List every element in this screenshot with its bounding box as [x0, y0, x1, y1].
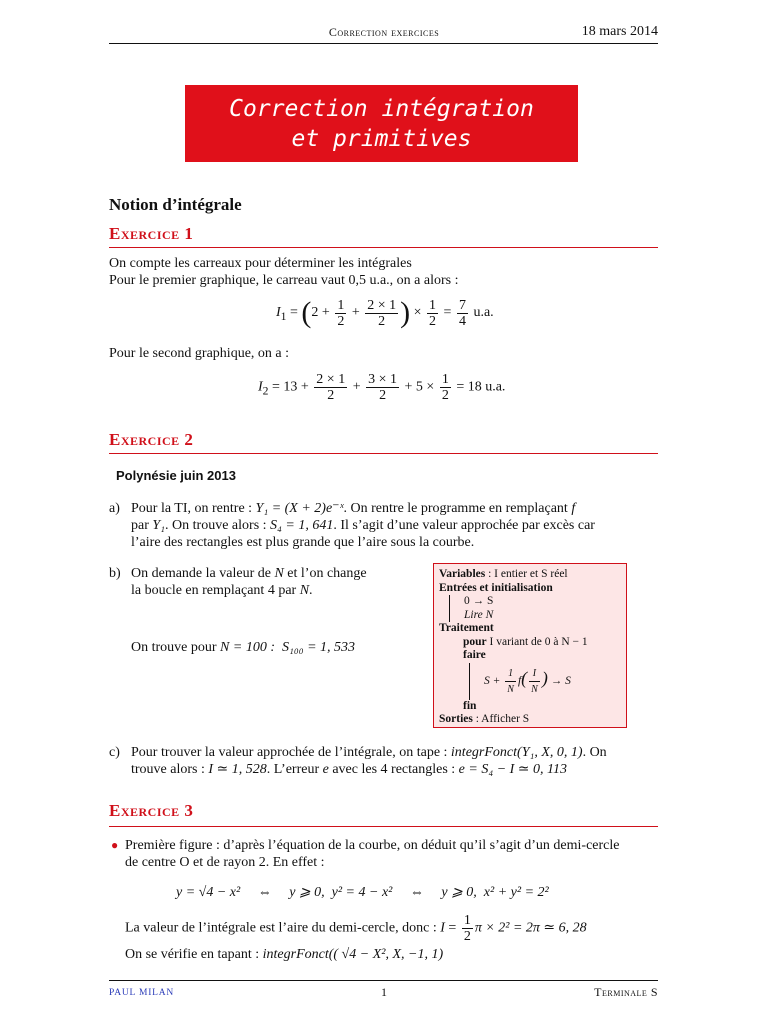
ex3-value-b: π × 2² = 2π ≃ 6, 28: [474, 920, 587, 936]
c-line2b: I ≃ 1, 528: [208, 762, 267, 777]
bullet-icon: ●: [111, 838, 119, 852]
equation-i2: $I_2 = 13$ + $\frac{2 \times 1}{2}$ + $\frac{3 \times 1}{2}$ + 5 × $\frac{1}{2}$ = 18 u.a.: [258, 372, 506, 403]
ex2-part-a: [109, 500, 659, 551]
footer-class: Terminale S: [594, 985, 658, 999]
c-line2f: e = S₄ − I ≃ 0, 113: [458, 762, 568, 777]
b-line3a: On trouve pour: [131, 640, 221, 655]
a-line2d: . Il s’agit d’une valeur approchée par excès car: [333, 518, 595, 533]
a-line2b: Y₁: [152, 518, 166, 533]
a-line2c: . On trouve alors :: [165, 518, 271, 533]
unit-ua: u.a.: [473, 305, 494, 321]
b-line1b: N: [274, 566, 284, 581]
algo-loop-body: S + $\frac{1}{N}$ f( $\frac{I}{N}$ ) → S: [469, 663, 621, 700]
ex1-line2: Pour le premier graphique, le carreau vaut 0,5 u.a., on a alors :: [109, 273, 459, 288]
c-line1a: Pour trouver la valeur approchée de l’intégrale, on tape :: [131, 745, 451, 760]
a-line2a: par: [131, 518, 153, 533]
algo-pour-text: I variant de 0 à N − 1: [486, 635, 588, 648]
b-line3b: N = 100 :: [220, 640, 275, 655]
section-heading: Notion d’intégrale: [109, 195, 242, 214]
b-line3: [131, 639, 355, 656]
algo-variables-label: Variables: [439, 568, 486, 580]
ex2-part-b: [109, 565, 409, 599]
b-line2c: .: [309, 583, 313, 598]
header-title: Correction exercices: [328, 25, 440, 39]
algo-init1: 0 → S: [464, 595, 494, 607]
ex1-line1: On compte les carreaux pour déterminer les intégrales: [109, 256, 412, 271]
page-title: Correction intégration et primitives: [229, 95, 534, 152]
a-text1: Pour la TI, on rentre :: [131, 501, 256, 516]
exercise-3-rule: [109, 826, 658, 827]
algo-pour-label: pour: [463, 635, 487, 648]
title-banner: [185, 85, 578, 162]
algo-sorties-label: Sorties: [439, 713, 473, 725]
b-line1a: On demande la valeur de: [131, 566, 275, 581]
c-line1b: integrFonct: [450, 745, 518, 760]
algo-init2: Lire N: [464, 608, 494, 621]
a-text2: . On rentre le programme en remplaçant: [343, 501, 572, 516]
a-math2: S₄ = 1, 641: [270, 518, 334, 533]
b-line1c: et l’on change: [283, 566, 367, 581]
header-date: 18 mars 2014: [581, 24, 658, 39]
a-line3: l’aire des rectangles est plus grande que l’aire sous la courbe.: [131, 535, 475, 550]
a-math1: Y₁ = (X + 2)e⁻ˣ: [255, 501, 344, 516]
c-line2e: avec les 4 rectangles :: [328, 762, 459, 777]
exercise-2-heading: Exercice 2: [109, 430, 194, 449]
ex3-value-a: La valeur de l’intégrale est l’aire du demi-cercle, donc :: [125, 920, 441, 936]
exercise-2-rule: [109, 453, 658, 454]
ex2-part-c: [109, 744, 669, 778]
equation-i1: $I_1 = (2$ + $\frac{1}{2}$ + $\frac{2 \times 1}{2}$ ) × $\frac{1}{2}$ = $\frac{7}{4}$ u.a.: [276, 296, 494, 329]
ex3-line1: Première figure : d’après l’équation de la courbe, on déduit qu’il s’agit d’un demi-cercle: [125, 838, 620, 853]
footer-author: PAUL MILAN: [109, 988, 175, 998]
part-a-label: a): [109, 501, 120, 516]
ex3-verify-b: integrFonct: [262, 947, 329, 962]
c-line2d: e: [322, 762, 329, 777]
ex3-bullet: [109, 837, 669, 871]
ex3-equation: y = √4 − x² ⇔ y ⩾ 0, y² = 4 − x² ⇔ y ⩾ 0, x² + y² = 2²: [176, 885, 549, 900]
i2-result: = 18 u.a.: [456, 379, 506, 395]
c-line2c: . L’erreur: [266, 762, 323, 777]
c-line1c: (Y₁, X, 0, 1): [517, 745, 583, 760]
page-number: 1: [381, 985, 387, 999]
ex3-verify-a: On se vérifie en tapant :: [125, 947, 263, 962]
ex1-line3: Pour le second graphique, on a :: [109, 346, 290, 361]
ex2-subheading: Polynésie juin 2013: [116, 468, 236, 483]
footer-rule: [109, 980, 658, 981]
algorithm-box: [433, 563, 627, 728]
algo-variables-text: : I entier et S réel: [485, 568, 568, 580]
algo-traitement-label: Traitement: [439, 622, 494, 634]
b-line2b: N: [299, 583, 310, 598]
exercise-1-rule: [109, 247, 658, 248]
part-c-label: c): [109, 745, 120, 760]
exercise-3-heading: Exercice 3: [109, 801, 194, 820]
header-rule: [109, 43, 658, 44]
ex3-value-line: La valeur de l’intégrale est l’aire du demi-cercle, donc : I = $\frac{1}{2}$ π × 2² = 2π ≃ 6, 28: [125, 913, 587, 944]
part-b-label: b): [109, 566, 121, 581]
exercise-1-heading: Exercice 1: [109, 224, 194, 243]
algo-sorties-text: : Afficher S: [472, 713, 530, 725]
algo-fin-label: fin: [463, 699, 477, 712]
ex3-verify-c: (( √4 − X², X, −1, 1): [328, 947, 444, 962]
algo-faire-label: faire: [463, 649, 486, 661]
c-line1d: . On: [582, 745, 607, 760]
b-line2a: la boucle en remplaçant 4 par: [131, 583, 300, 598]
c-line2a: trouve alors :: [131, 762, 209, 777]
ex3-line2: de centre O et de rayon 2. En effet :: [125, 855, 325, 870]
b-line3c: S₁₀₀ = 1, 533: [282, 640, 356, 655]
algo-entrees-label: Entrées et initialisation: [439, 581, 553, 594]
a-f: f: [571, 501, 576, 516]
ex3-verify-line: [125, 946, 443, 963]
